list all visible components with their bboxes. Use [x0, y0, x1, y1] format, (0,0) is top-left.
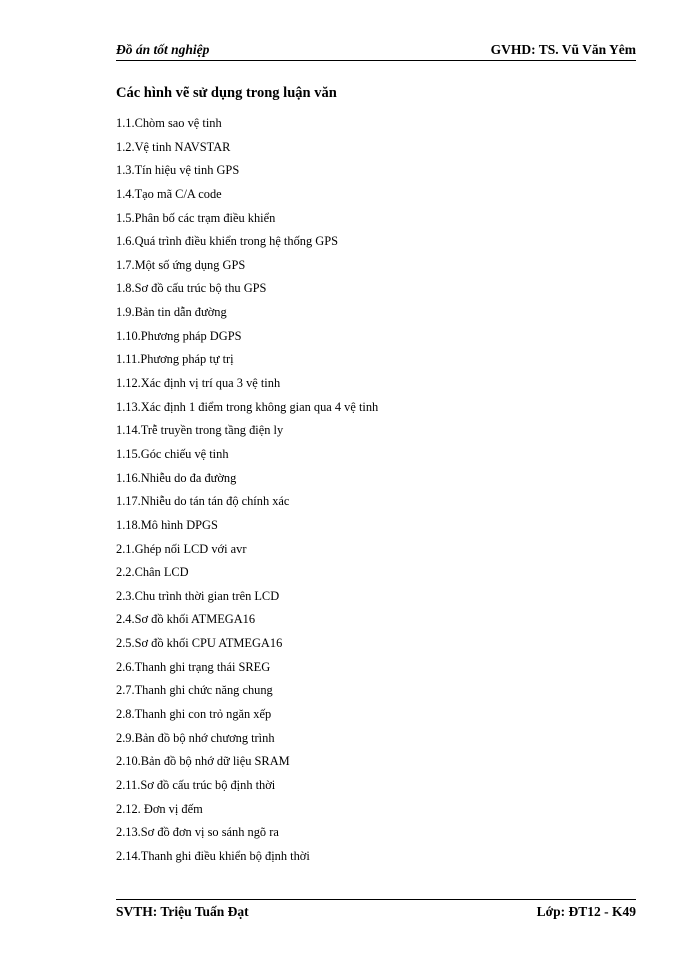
header-document-type: Đồ án tốt nghiệp	[116, 42, 210, 57]
figure-list-item: 2.5.Sơ đồ khối CPU ATMEGA16	[116, 636, 283, 651]
page-footer	[116, 899, 636, 922]
figure-list-item: 1.10.Phương pháp DGPS	[116, 328, 242, 343]
figure-list-item: 1.7.Một số ứng dụng GPS	[116, 257, 246, 272]
figure-list-item: 2.4.Sơ đồ khối ATMEGA16	[116, 612, 256, 627]
figure-list-item: 1.5.Phân bố các trạm điều khiển	[116, 210, 276, 225]
figure-list-item: 2.6.Thanh ghi trạng thái SREG	[116, 659, 271, 674]
figure-list-item: 1.12.Xác định vị trí qua 3 vệ tinh	[116, 376, 281, 391]
footer-student: SVTH: Triệu Tuấn Đạt	[116, 904, 249, 919]
figure-list-item: 2.12. Đơn vị đếm	[116, 801, 203, 816]
figure-list-item: 2.1.Ghép nối LCD với avr	[116, 541, 247, 556]
figure-list-item: 2.13.Sơ đồ đơn vị so sánh ngõ ra	[116, 825, 279, 840]
section-title: Các hình vẽ sử dụng trong luận văn	[116, 85, 337, 101]
figure-list-item: 2.3.Chu trình thời gian trên LCD	[116, 588, 280, 603]
figure-list-item: 1.9.Bản tin dẫn đường	[116, 305, 227, 320]
page-header	[116, 42, 636, 61]
figure-list-item: 2.10.Bản đồ bộ nhớ dữ liệu SRAM	[116, 754, 290, 769]
figure-list-item: 1.18.Mô hình DPGS	[116, 517, 218, 532]
figure-list-item: 1.16.Nhiễu do đa đường	[116, 470, 237, 485]
figure-list-item: 1.11.Phương pháp tự trị	[116, 352, 234, 367]
figure-list-item: 2.2.Chân LCD	[116, 565, 189, 580]
figure-list-item: 2.11.Sơ đồ cấu trúc bộ định thời	[116, 777, 276, 792]
figure-list-item: 1.13.Xác định 1 điểm trong không gian qua 4 vệ tinh	[116, 399, 379, 414]
figure-list-item: 2.7.Thanh ghi chức năng chung	[116, 683, 273, 698]
figure-list-item: 2.14.Thanh ghi điều khiển bộ định thời	[116, 848, 310, 863]
figure-list-item: 1.8.Sơ đồ cấu trúc bộ thu GPS	[116, 281, 267, 296]
figure-list-item: 2.8.Thanh ghi con trỏ ngăn xếp	[116, 707, 272, 722]
header-supervisor: GVHD: TS. Vũ Văn Yêm	[490, 42, 636, 57]
figure-list-item: 1.6.Quá trình điều khiển trong hệ thống GPS	[116, 234, 338, 249]
figure-list-item: 1.15.Góc chiếu vệ tinh	[116, 446, 229, 461]
figure-list-item: 2.9.Bản đồ bộ nhớ chương trình	[116, 730, 275, 745]
figure-list-item: 1.17.Nhiễu do tán tán độ chính xác	[116, 494, 290, 509]
figure-list-item: 1.1.Chòm sao vệ tinh	[116, 116, 222, 130]
figure-list-item: 1.2.Vệ tinh NAVSTAR	[116, 139, 231, 154]
figure-list-item: 1.3.Tín hiệu vệ tinh GPS	[116, 163, 240, 178]
figure-list-item: 1.14.Trễ truyền trong tầng điện ly	[116, 423, 284, 438]
figure-list	[116, 114, 636, 871]
figure-list-item: 1.4.Tạo mã C/A code	[116, 186, 222, 201]
footer-class: Lớp: ĐT12 - K49	[536, 904, 636, 919]
